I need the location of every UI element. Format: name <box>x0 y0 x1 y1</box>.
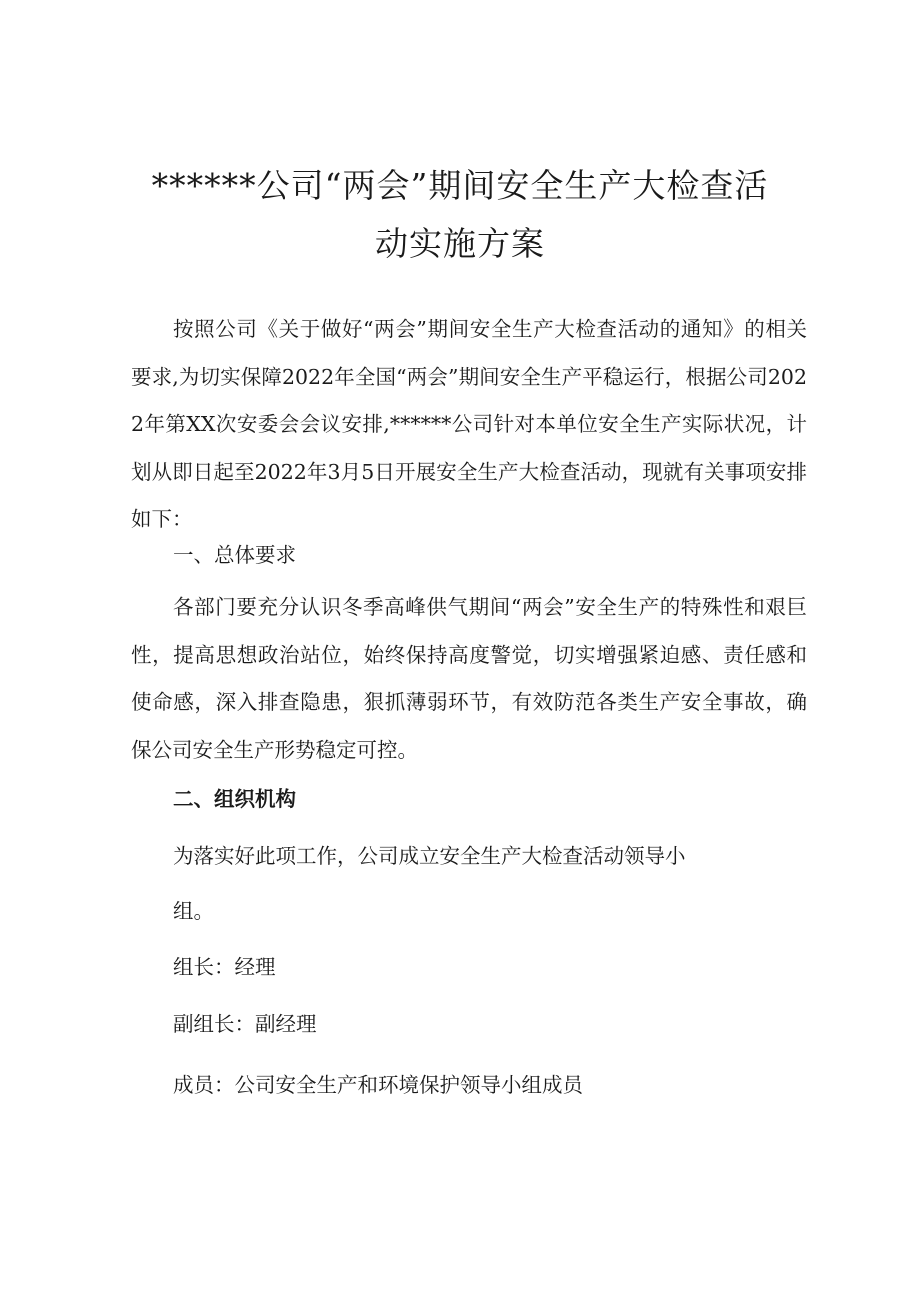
deputy-leader-line: 副组长：副经理 <box>173 1012 317 1036</box>
intro-paragraph: 按照公司《关于做好“两会”期间安全生产大检查活动的通知》的相关要求,为切实保障2022年全国“两会”期间安全生产平稳运行，根据公司2022年第XX次安委会会议安排,******公司针对本单位安全生产实际状况，计划从即日起至2022年3月5日开展安全生产大检查活动，现就有关事项安排如下： <box>131 317 807 531</box>
title-line-2: 动实施方案 <box>375 224 545 263</box>
members-line: 成员：公司安全生产和环境保护领导小组成员 <box>173 1073 583 1097</box>
section-1-paragraph: 各部门要充分认识冬季高峰供气期间“两会”安全生产的特殊性和艰巨性，提高思想政治站位，始终保持高度警觉，切实增强紧迫感、责任感和使命感，深入排查隐患，狠抓薄弱环节，有效防范各类生产安全事故，确保公司安全生产形势稳定可控。 <box>131 595 807 762</box>
section-2-line-2: 组。 <box>173 899 214 923</box>
document-title <box>100 157 820 273</box>
leader-line: 组长：经理 <box>173 955 276 979</box>
title-line-1: ******公司“两会”期间安全生产大检查活 <box>151 166 769 205</box>
section-1-heading: 一、总体要求 <box>173 543 296 567</box>
section-2-line-1: 为落实好此项工作，公司成立安全生产大检查活动领导小 <box>173 844 686 868</box>
section-2-heading: 二、组织机构 <box>173 787 296 811</box>
